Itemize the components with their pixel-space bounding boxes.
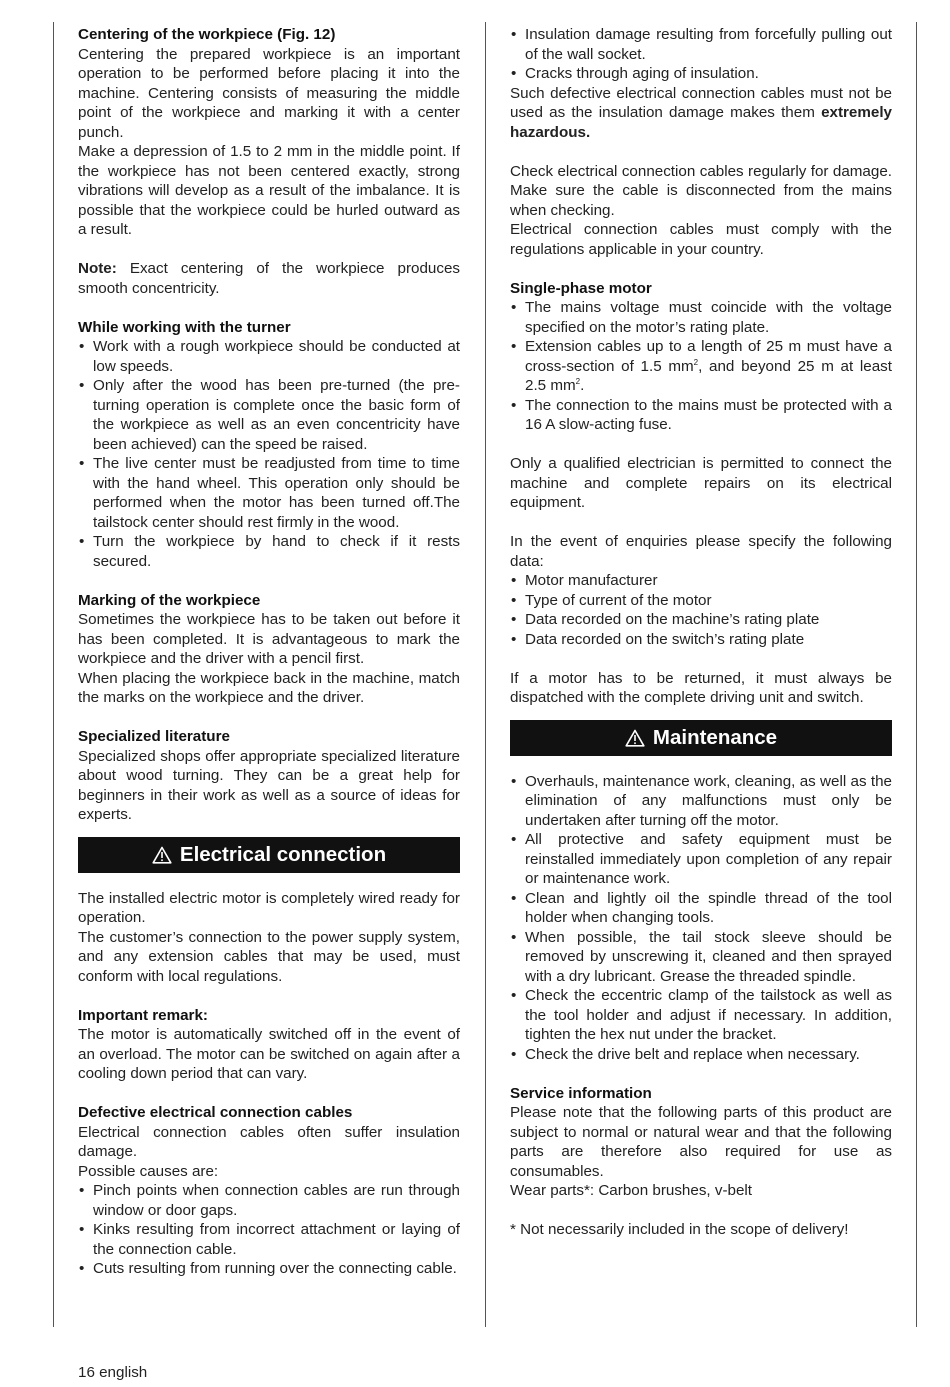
list-item: • The mains voltage must coincide with the voltage specified on the motor’s rating plate.	[510, 298, 892, 337]
single-phase-section	[510, 279, 892, 435]
list-item: • Kinks resulting from incorrect attachment or laying of the connection cable.	[78, 1220, 460, 1259]
list-item: • Work with a rough workpiece should be conducted at low speeds.	[78, 337, 460, 376]
hazard-emphasis: extremely hazardous.	[510, 104, 892, 141]
important-remark-section	[78, 1006, 460, 1084]
list-item: • Data recorded on the machine’s rating plate	[510, 610, 892, 630]
electrical-paragraph-2: The customer’s connection to the power supply system, and any extension cables that may be used, must conform with local regulations.	[78, 928, 460, 985]
literature-paragraph: Specialized shops offer appropriate specialized literature about wood turning. They can be a great help for beginners in their work as well as a source of ideas for experts.	[78, 747, 460, 823]
check-cables-section	[510, 162, 892, 260]
list-item: • Insulation damage resulting from forcefully pulling out of the wall socket.	[510, 25, 892, 64]
note-paragraph	[78, 259, 460, 298]
electrical-connection-banner	[78, 837, 460, 873]
list-item: • Data recorded on the switch’s rating plate	[510, 630, 892, 650]
maintenance-title: Maintenance	[652, 725, 778, 749]
literature-heading: Specialized literature	[78, 728, 230, 745]
hazard-text: Such defective electrical connection cables must not be used as the insulation damage makes them	[510, 84, 892, 121]
list-item: • Check the drive belt and replace when necessary.	[510, 1045, 892, 1065]
right-margin-rule	[916, 22, 917, 1327]
left-column	[78, 25, 460, 1279]
enquiries-list	[510, 571, 892, 649]
causes-continued-list	[510, 25, 892, 84]
note-label: Note:	[78, 260, 117, 277]
check-paragraph-1: Check electrical connection cables regularly for damage. Make sure the cable is disconnected from the mains when checking.	[510, 162, 892, 219]
electrical-section	[78, 889, 460, 987]
defective-cables-heading: Defective electrical connection cables	[78, 1104, 353, 1121]
centering-paragraph-2: Make a depression of 1.5 to 2 mm in the middle point. If the workpiece has not been centered exactly, strong vibrations will develop as a result of the imbalance. It is possible that the workpiece could be hurled outward as a result.	[78, 143, 460, 238]
list-item: • Check the eccentric clamp of the tailstock as well as the tool holder and adjust if necessary. In addition, tighten the hex nut under the bracket.	[510, 986, 892, 1045]
marking-section	[78, 591, 460, 708]
list-item: • Cuts resulting from running over the connecting cable.	[78, 1259, 460, 1279]
maintenance-banner	[510, 720, 892, 756]
list-item: • Cracks through aging of insulation.	[510, 64, 892, 84]
defective-causes-list	[78, 1181, 460, 1279]
list-item: • Turn the workpiece by hand to check if it rests secured.	[78, 532, 460, 571]
important-remark-paragraph: The motor is automatically switched off in the event of an overload. The motor can be switched on again after a cooling down period that can vary.	[78, 1026, 460, 1082]
page-number-footer: 16 english	[78, 1364, 148, 1381]
right-column	[510, 25, 892, 1240]
centering-paragraph-1: Centering the prepared workpiece is an important operation to be performed before placing it into the machine. Centering consists of measuring the middle point of the workpiece and marking it with a center punch.	[78, 45, 460, 141]
enquiries-paragraph: In the event of enquiries please specify the following data:	[510, 533, 892, 570]
list-item: • Overhauls, maintenance work, cleaning, as well as the elimination of any malfunctions must only be undertaken after turning off the motor.	[510, 772, 892, 831]
causes-continued-section	[510, 25, 892, 142]
marking-heading: Marking of the workpiece	[78, 591, 261, 609]
single-phase-heading: Single-phase motor	[510, 279, 652, 297]
list-item: • When possible, the tail stock sleeve should be removed by unscrewing it, cleaned and then sprayed with a dry lubricant. Grease the threaded spindle.	[510, 928, 892, 987]
marking-paragraph-2: When placing the workpiece back in the machine, match the marks on the workpiece and the driver.	[78, 669, 460, 706]
defective-cables-paragraph-1: Electrical connection cables often suffer insulation damage.	[78, 1123, 460, 1160]
hazard-paragraph	[510, 84, 892, 143]
service-information-section	[510, 1084, 892, 1240]
centering-heading: Centering of the workpiece (Fig. 12)	[78, 26, 336, 43]
turner-section	[78, 318, 460, 572]
warning-triangle-icon	[152, 846, 172, 864]
list-item: • Motor manufacturer	[510, 571, 892, 591]
list-item: • Clean and lightly oil the spindle thread of the tool holder when changing tools.	[510, 889, 892, 928]
list-item: • Extension cables up to a length of 25 m must have a cross-section of 1.5 $mm^2$, and beyond 25 m at least 2.5 $mm^2$.	[510, 337, 892, 396]
centering-section	[78, 25, 460, 240]
service-information-heading: Service information	[510, 1084, 652, 1102]
wear-parts-text: Wear parts*: Carbon brushes, v-belt	[510, 1182, 752, 1199]
electrical-paragraph-1: The installed electric motor is completely wired ready for operation.	[78, 889, 460, 926]
turner-heading: While working with the turner	[78, 318, 291, 336]
list-item: • Pinch points when connection cables are run through window or door gaps.	[78, 1181, 460, 1220]
literature-section	[78, 727, 460, 825]
list-item: • Only after the wood has been pre-turned (the pre-turning operation is complete once the basic form of the workpiece as well as an even concentricity have been achieved) can the speed be raised.	[78, 376, 460, 454]
qualified-electrician-paragraph: Only a qualified electrician is permitted to connect the machine and complete repairs on its electrical equipment.	[510, 455, 892, 511]
defective-cables-paragraph-2: Possible causes are:	[78, 1162, 219, 1180]
check-paragraph-2: Electrical connection cables must comply with the regulations applicable in your country.	[510, 221, 892, 258]
delivery-footnote: * Not necessarily included in the scope of delivery!	[510, 1221, 849, 1238]
maintenance-list	[510, 772, 892, 1065]
note-text: Exact centering of the workpiece produces smooth concentricity.	[78, 260, 460, 297]
list-item: • The live center must be readjusted from time to time with the hand wheel. This operation only should be performed when the motor has been turned off.The tailstock center should rest firmly in the wood.	[78, 454, 460, 532]
electrical-connection-title: Electrical connection	[179, 842, 387, 866]
list-item: • The connection to the mains must be protected with a 16 A slow-acting fuse.	[510, 396, 892, 435]
motor-return-paragraph: If a motor has to be returned, it must always be dispatched with the complete driving unit and switch.	[510, 669, 892, 706]
turner-list	[78, 337, 460, 571]
service-paragraph-1: Please note that the following parts of this product are subject to normal or natural wear and that the following parts are therefore also required for use as consumables.	[510, 1104, 892, 1180]
list-item: • Type of current of the motor	[510, 591, 892, 611]
important-remark-heading: Important remark:	[78, 1006, 208, 1024]
defective-cables-section	[78, 1103, 460, 1279]
left-margin-rule	[53, 22, 54, 1327]
marking-paragraph-1: Sometimes the workpiece has to be taken out before it has been completed. It is advantageous to mark the workpiece and the driver with a pencil first.	[78, 611, 460, 667]
enquiries-section	[510, 532, 892, 649]
single-phase-list	[510, 298, 892, 435]
warning-triangle-icon	[625, 729, 645, 747]
column-divider-rule	[485, 22, 486, 1327]
list-item: • All protective and safety equipment must be reinstalled immediately upon completion of any repair or maintenance work.	[510, 830, 892, 889]
